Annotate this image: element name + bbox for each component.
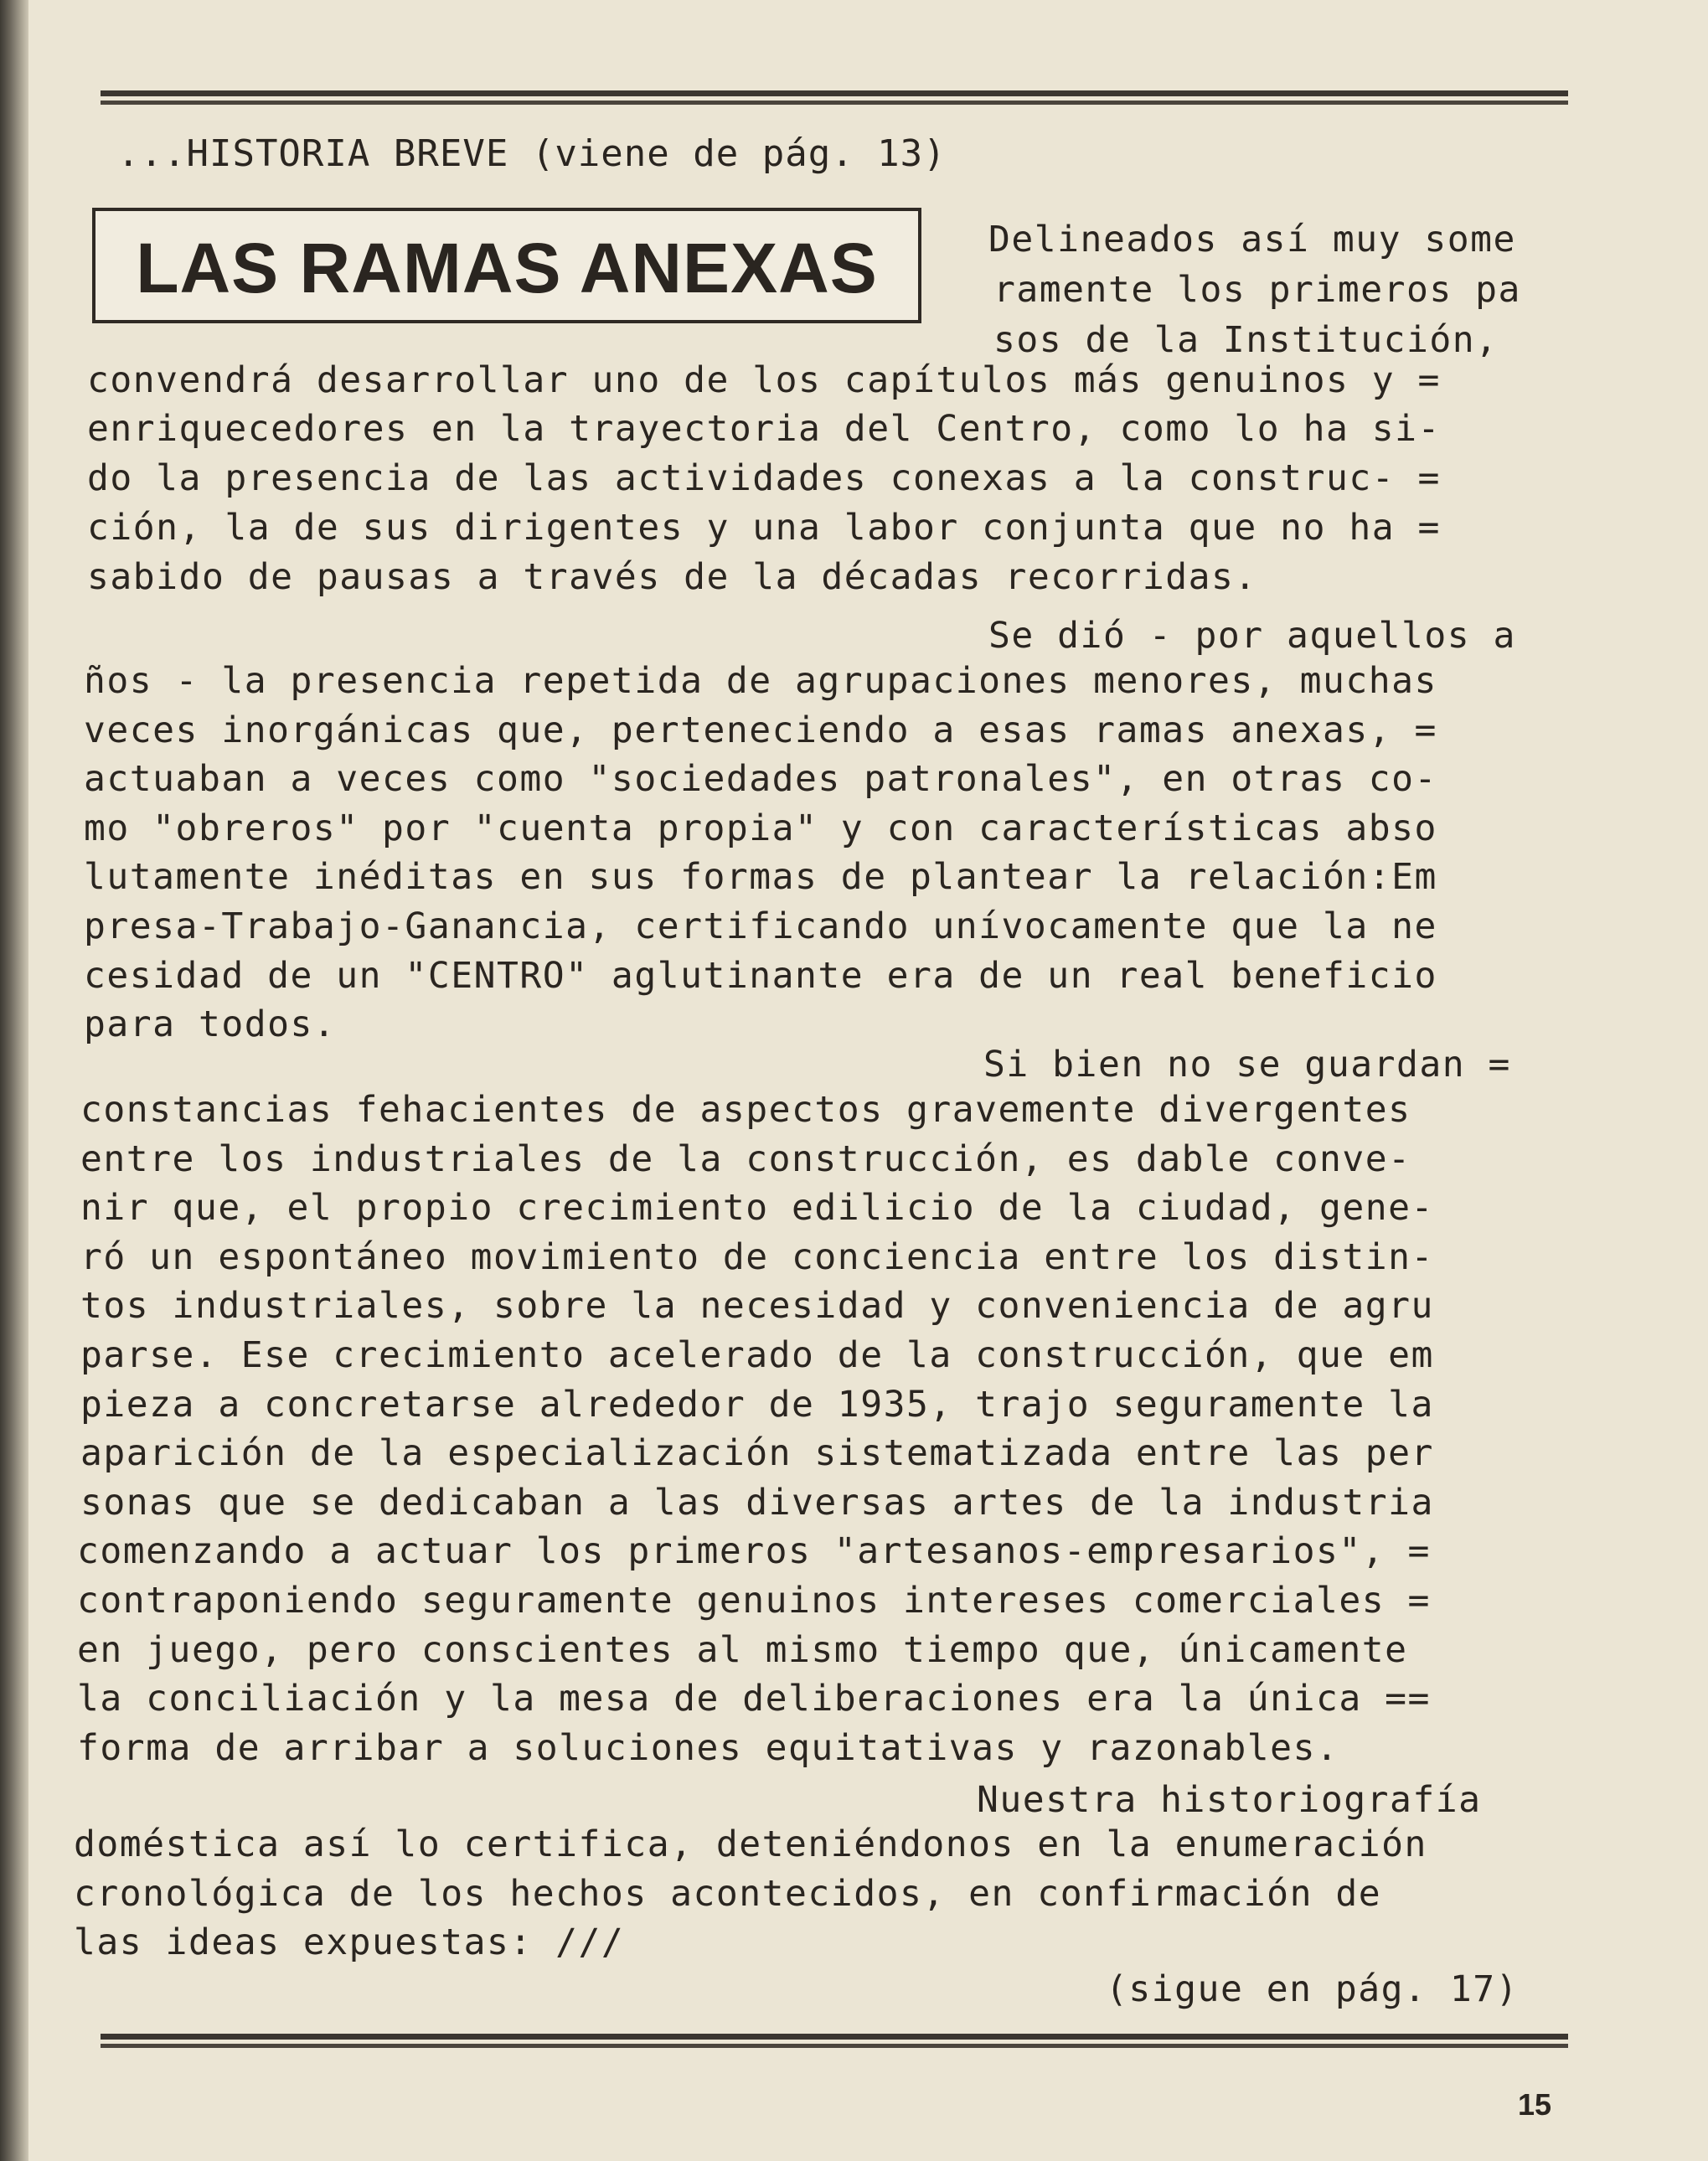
body-line: ción, la de sus dirigentes y una labor conjunta que no ha =	[87, 507, 1441, 549]
top-double-rule	[101, 90, 1568, 105]
body-line: Si bien no se guardan =	[983, 1044, 1511, 1086]
body-line: convendrá desarrollar uno de los capítulos más genuinos y =	[87, 359, 1441, 401]
body-line: contraponiendo seguramente genuinos intereses comerciales =	[77, 1580, 1431, 1622]
body-line: mo "obreros" por "cuenta propia" y con características abso	[84, 807, 1437, 849]
page-number: 15	[1518, 2087, 1552, 2122]
body-line: actuaban a veces como "sociedades patronales", en otras co-	[84, 758, 1437, 800]
body-line: Se dió - por aquellos a	[988, 615, 1516, 657]
article-title: LAS RAMAS ANEXAS	[136, 229, 878, 307]
body-line: lutamente inéditas en sus formas de plantear la relación:Em	[84, 856, 1437, 898]
body-line: cronológica de los hechos acontecidos, en confirmación de	[74, 1873, 1382, 1915]
body-line: constancias fehacientes de aspectos gravemente divergentes	[80, 1089, 1411, 1131]
continues-on-note: (sigue en pág. 17)	[1106, 1968, 1519, 2010]
body-line: Delineados así muy some	[988, 219, 1516, 260]
body-line: las ideas expuestas: ///	[74, 1921, 625, 1963]
body-line: veces inorgánicas que, perteneciendo a esas ramas anexas, =	[84, 709, 1437, 751]
body-line: en juego, pero conscientes al mismo tiempo que, únicamente	[77, 1629, 1408, 1671]
body-line: tos industriales, sobre la necesidad y conveniencia de agru	[80, 1285, 1434, 1327]
body-line: presa-Trabajo-Ganancia, certificando unívocamente que la ne	[84, 905, 1437, 947]
body-line: sabido de pausas a través de la décadas recorridas.	[87, 556, 1257, 598]
body-line: pieza a concretarse alrededor de 1935, trajo seguramente la	[80, 1384, 1434, 1426]
body-line: doméstica así lo certifica, deteniéndonos en la enumeración	[74, 1823, 1427, 1865]
continued-from-note: ...HISTORIA BREVE (viene de pág. 13)	[117, 132, 947, 175]
article-title-box	[92, 208, 921, 323]
body-line: parse. Ese crecimiento acelerado de la construcción, que em	[80, 1334, 1434, 1376]
body-line: aparición de la especialización sistematizada entre las per	[80, 1432, 1434, 1474]
binding-shadow	[0, 0, 28, 2161]
body-line: sonas que se dedicaban a las diversas artes de la industria	[80, 1482, 1434, 1524]
body-line: enriquecedores en la trayectoria del Centro, como lo ha si-	[87, 408, 1441, 450]
body-line: ró un espontáneo movimiento de conciencia entre los distin-	[80, 1236, 1434, 1278]
body-line: forma de arribar a soluciones equitativas y razonables.	[77, 1727, 1339, 1769]
body-line: para todos.	[84, 1003, 337, 1045]
body-line: ños - la presencia repetida de agrupaciones menores, muchas	[84, 660, 1437, 702]
body-line: nir que, el propio crecimiento edilicio de la ciudad, gene-	[80, 1187, 1434, 1229]
body-line: comenzando a actuar los primeros "artesanos-empresarios", =	[77, 1530, 1431, 1572]
bottom-double-rule	[101, 2034, 1568, 2048]
body-line: cesidad de un "CENTRO" aglutinante era de un real beneficio	[84, 955, 1437, 997]
body-line: do la presencia de las actividades conexas a la construc- =	[87, 457, 1441, 499]
body-line: Nuestra historiografía	[977, 1779, 1482, 1821]
body-line: la conciliación y la mesa de deliberaciones era la única ==	[77, 1678, 1431, 1720]
body-line: entre los industriales de la construcción, es dable conve-	[80, 1138, 1411, 1180]
body-line: sos de la Institución,	[993, 319, 1499, 361]
body-line: ramente los primeros pa	[993, 269, 1521, 311]
